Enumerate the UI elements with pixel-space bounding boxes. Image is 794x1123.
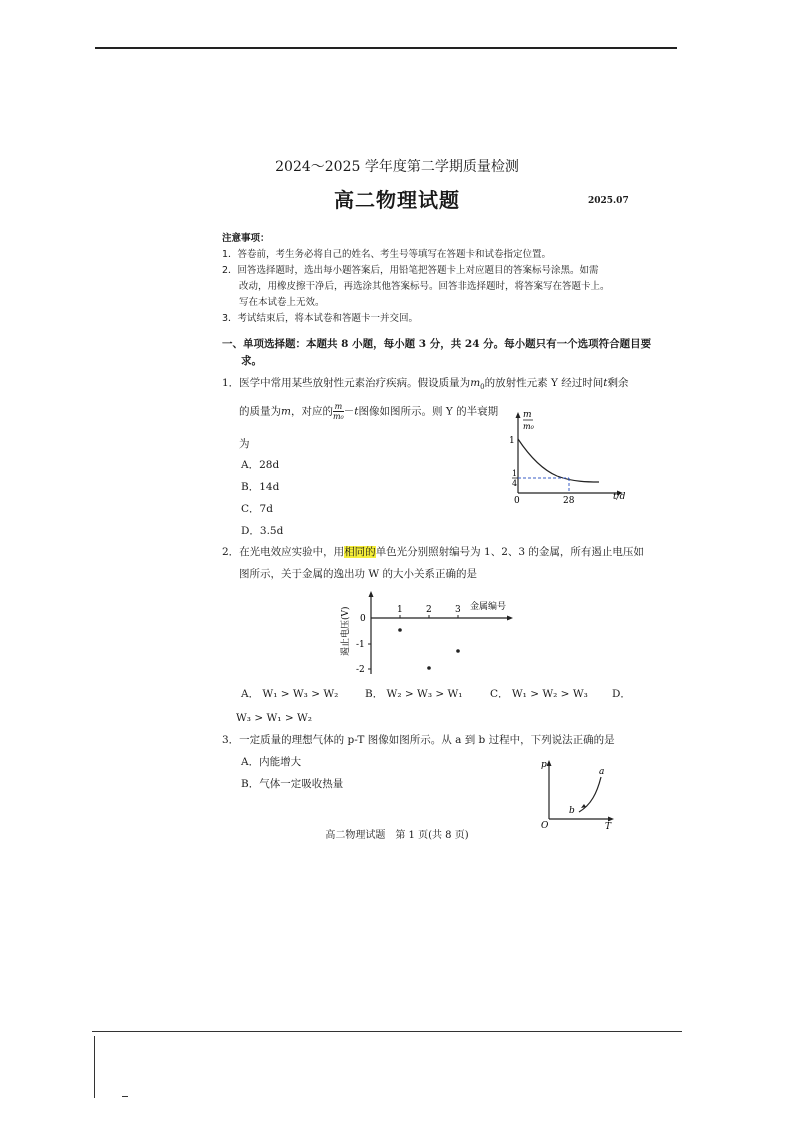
decay-x-tick-28: 28 <box>563 496 575 505</box>
decay-y-label-den: m₀ <box>523 422 534 431</box>
sv-point-metal-1 <box>398 628 402 632</box>
mass-ratio-fraction: $\frac{m}{\text{m₀}}$ <box>332 402 344 421</box>
q1-option-a: A．28d <box>241 459 280 471</box>
decay-tick-quarter-den: 4 <box>512 479 518 488</box>
exam-date: 2025.07 <box>588 196 629 206</box>
q1-line-1: 1．医学中常用某些放射性元素治疗疾病。假设质量为$m_0$的放射性元素 Y 经过时间t剩余 <box>222 377 629 392</box>
decay-y-arrow <box>516 412 521 418</box>
sv-y-label: 遏止电压(V) <box>341 606 351 656</box>
pt-origin: O <box>541 821 549 830</box>
notice-item-1: 1．答卷前，考生务必将自己的姓名、考生号等填写在答题卡和试卷指定位置。 <box>222 249 552 260</box>
notice-item-2-cont2: 写在本试卷上无效。 <box>239 297 325 308</box>
pt-point-b: b <box>569 806 575 816</box>
q2-option-d: D． <box>612 688 631 700</box>
bottom-rule <box>92 1031 682 1032</box>
section-heading: 一、单项选择题：本题共 8 小题，每小题 3 分，共 24 分。每小题只有一个选项符合题目要 <box>222 338 652 350</box>
q3-option-b: B．气体一定吸收热量 <box>241 778 344 790</box>
pt-point-a: a <box>599 767 605 777</box>
decay-graph <box>495 405 635 505</box>
decay-tick-1: 1 <box>509 436 515 446</box>
sv-point-metal-2 <box>427 666 431 670</box>
sv-y-arrow <box>369 591 374 597</box>
q2-line-2: 图所示，关于金属的逸出功 W 的大小关系正确的是 <box>239 568 477 580</box>
q2-option-a: A． W₁ > W₃ > W₂ <box>241 688 339 700</box>
notice-item-3: 3．考试结束后，将本试卷和答题卡一并交回。 <box>222 313 419 324</box>
sv-x-arrow <box>507 616 513 621</box>
q1-line-2: 的质量为m，对应的 $\frac{m}{\text{m₀}}$ －t图像如图所示。则 Y 的半衰期 <box>239 402 499 421</box>
q1-line-3: 为 <box>239 438 250 450</box>
notice-heading: 注意事项： <box>222 233 270 244</box>
q2-option-c: C． W₁ > W₂ > W₃ <box>490 688 588 700</box>
exam-subtitle: 2024～2025 学年度第二学期质量检测 <box>275 159 519 175</box>
highlighted-text: 相同的 <box>344 546 376 558</box>
sv-y-tick-neg1: -1 <box>356 640 365 650</box>
sv-y-tick-0: 0 <box>360 614 366 624</box>
q2-option-b: B． W₂ > W₃ > W₁ <box>365 688 463 700</box>
notice-item-2-cont: 改动，用橡皮擦干净后，再选涂其他答案标号。回答非选择题时，将答案写在答题卡上。 <box>239 281 610 292</box>
page-footer: 高二物理试题 第 1 页(共 8 页) <box>325 830 469 841</box>
pt-x-label: T <box>605 822 612 830</box>
sv-x-label: 金属编号 <box>470 602 507 612</box>
decay-tick-quarter-num: 1 <box>512 469 518 478</box>
pt-x-arrow <box>608 817 614 822</box>
decay-origin: 0 <box>514 496 520 505</box>
q2-line-1: 2．在光电效应实验中，用相同的单色光分别照射编号为 1、2、3 的金属，所有遏止电压如 <box>222 546 644 558</box>
sv-y-tick-neg2: -2 <box>356 665 365 675</box>
stopping-voltage-graph <box>338 588 523 680</box>
decay-curve <box>518 439 599 482</box>
sv-x-tick-2: 2 <box>426 605 432 615</box>
q2-option-d-value: W₃ > W₁ > W₂ <box>236 712 312 724</box>
q1-option-b: B．14d <box>241 481 280 493</box>
sv-x-tick-1: 1 <box>397 605 403 615</box>
decay-x-label: t/d <box>613 492 626 502</box>
section-heading-cont: 求。 <box>241 355 262 367</box>
decay-y-label-num: m <box>523 410 532 420</box>
top-rule <box>95 47 677 49</box>
sv-point-metal-3 <box>456 649 460 653</box>
q1-option-d: D．3.5d <box>241 525 284 537</box>
q3-line-1: 3．一定质量的理想气体的 p-T 图像如图所示。从 a 到 b 过程中，下列说法正确的是 <box>222 734 615 746</box>
sv-x-tick-3: 3 <box>455 605 461 615</box>
q1-option-c: C．7d <box>241 503 273 515</box>
q3-option-a: A．内能增大 <box>241 756 302 768</box>
pt-y-arrow <box>547 760 552 766</box>
page-title: 高二物理试题 <box>334 188 460 212</box>
pt-y-label: p <box>541 760 547 770</box>
notice-item-2: 2．回答选择题时，选出每小题答案后，用铅笔把答题卡上对应题目的答案标号涂黑。如需 <box>222 265 599 276</box>
pt-graph <box>535 755 625 830</box>
bottom-left-border <box>94 1036 95 1098</box>
bottom-dash-mark <box>122 1096 128 1097</box>
